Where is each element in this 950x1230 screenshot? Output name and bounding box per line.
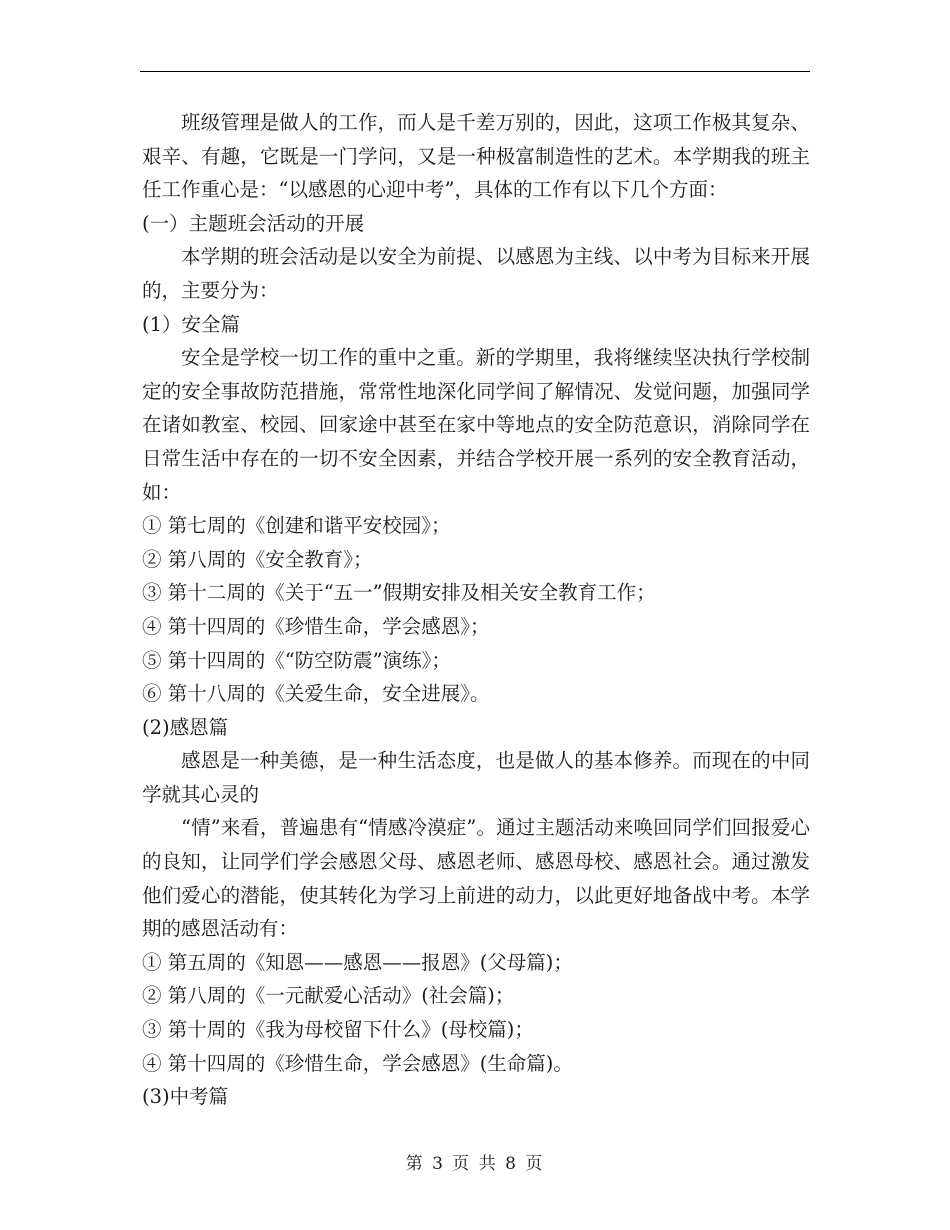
subheading-gratitude: (2)感恩篇 [142,715,229,739]
gratitude-paragraph-continued: “情”来看，普遍患有“情感冷漠症”。通过主题活动来唤回同学们回报爱心的良知，让同学们学会感恩父母、感恩老师、感恩母校、感恩社会。通过激发他们爱心的潜能，使其转化为学习上前进的动力，以此更好地备战中考。本学期的感恩活动有： [142,816,810,941]
section-heading-class-meetings: (一）主题班会活动的开展 [142,211,365,235]
page-number-footer: 第 3 页 共 8 页 [405,1154,545,1174]
list-item: ⑥ 第十八周的《关爱生命，安全进展》。 [142,682,490,706]
intro-paragraph: 班级管理是做人的工作，而人是千差万别的，因此，这项工作极其复杂、艰辛、有趣，它既是一门学问，又是一种极富制造性的艺术。本学期我的班主任工作重心是：“以感恩的心迎中考”，具体的工作有以下几个方面： [142,111,810,202]
list-item: ① 第七周的《创建和谐平安校园》； [142,514,451,538]
gratitude-paragraph: 感恩是一种美德，是一种生活态度，也是做人的基本修养。而现在的中同学就其心灵的 [142,749,810,806]
list-item: ⑤ 第十四周的《“防空防震”演练》； [142,648,451,672]
subheading-exam: (3)中考篇 [142,1085,229,1109]
class-meeting-paragraph: 本学期的班会活动是以安全为前提、以感恩为主线、以中考为目标来开展的，主要分为： [142,245,810,302]
header-rule [140,71,810,72]
list-item: ② 第八周的《一元献爱心活动》(社会篇)； [142,984,515,1008]
list-item: ④ 第十四周的《珍惜生命，学会感恩》(生命篇)。 [142,1051,573,1075]
list-item: ② 第八周的《安全教育》； [142,547,373,571]
subheading-safety: (1）安全篇 [142,312,241,336]
list-item: ③ 第十二周的《关于“五一”假期安排及相关安全教育工作； [142,581,656,605]
list-item: ④ 第十四周的《珍惜生命，学会感恩》； [142,614,490,638]
safety-paragraph: 安全是学校一切工作的重中之重。新的学期里，我将继续坚决执行学校制定的安全事故防范措施，常常性地深化同学间了解情况、发觉问题，加强同学在诸如教室、校园、回家途中甚至在家中等地点的安全防范意识，消除同学在日常生活中存在的一切不安全因素，并结合学校开展一系列的安全教育活动，如： [142,346,810,504]
list-item: ① 第五周的《知恩——感恩——报恩》(父母篇)； [142,950,573,974]
document-body [142,106,810,1114]
list-item: ③ 第十周的《我为母校留下什么》(母校篇)； [142,1018,534,1042]
